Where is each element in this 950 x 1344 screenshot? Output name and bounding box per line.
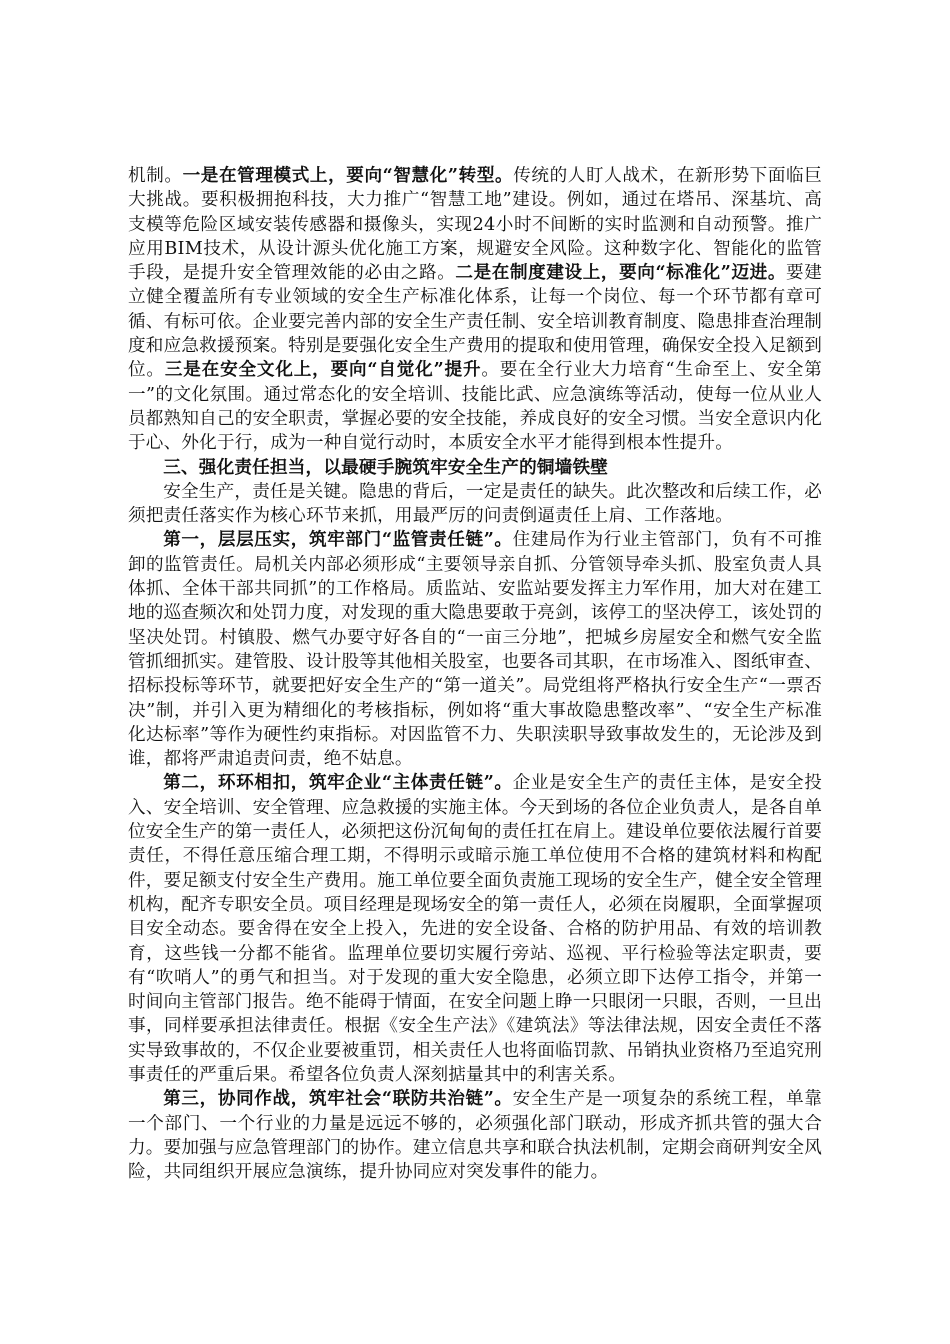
text-run: 安全生产是一项复杂的系统工程，单靠一个部门、一个行业的力量是远远不够的，必须强化部门联动，形成齐抓共管的强大合力。要加强与应急管理部门的协作。建立信息共享和联合执法机制，定期会商研判安全风险，共同组织开展应急演练，提升协同应对突发事件的能力。 [128,1089,823,1183]
paragraph-third [128,1087,822,1184]
paragraph-first [128,528,822,771]
bold-run: 第一，层层压实，筑牢部门“监管责任链”。 [163,529,513,551]
bold-run: 三是在安全文化上，要向“自觉化”提升 [164,359,482,381]
text-run: 企业是安全生产的责任主体，是安全投入、安全培训、安全管理、应急救援的实施主体。今天到场的各位企业负责人，是各自单位安全生产的第一责任人，必须把这份沉甸甸的责任扛在肩上。建设单位要依法履行首要责任，不得任意压缩合理工期，不得明示或暗示施工单位使用不合格的建筑材料和构配件，要足额支付安全生产费用。施工单位要全面负责施工现场的安全生产，健全安全管理机构，配齐专职安全员。项目经理是现场安全的第一责任人，必须在岗履职，全面掌握项目安全动态。要舍得在安全上投入，先进的安全设备、合格的防护用品、有效的培训教育，这些钱一分都不能省。监理单位要切实履行旁站、巡视、平行检验等法定职责，要有“吹哨人”的勇气和担当。对于发现的重大安全隐患，必须立即下达停工指令，并第一时间向主管部门报告。绝不能碍于情面，在安全问题上睁一只眼闭一只眼，否则，一旦出事，同样要承担法律责任。根据《安全生产法》《建筑法》等法律法规，因安全责任不落实导致事故的，不仅企业要被重罚，相关责任人也将面临罚款、吊销执业资格乃至追究刑事责任的严重后果。希望各位负责人深刻掂量其中的利害关系。 [128,773,823,1085]
section-heading: 三、强化责任担当，以最硬手腕筑牢安全生产的铜墙铁壁 [163,456,609,478]
text-run: 要建立健全覆盖所有专业领域的安全生产标准化体系，让每一个岗位、每一个环节都有章可循、有标可依。企业要完善内部的安全生产责任制、安全培训教育制度、隐患排查治理制度和应急救援预案。特别是要强化安全生产费用的提取和使用管理，确保安全投入足额到位。 [128,263,822,381]
bold-run: 一是在管理模式上，要向“智慧化”转型。 [182,165,514,186]
text-run: 机制。 [128,166,183,186]
document-page [128,164,822,1184]
text-run: 。要在全行业大力培育“生命至上、安全第一”的文化氛围。通过常态化的安全培训、技能比武、应急演练等活动，使每一位从业人员都熟知自己的安全职责，掌握必要的安全技能，养成良好的安全习惯。当安全意识内化于心、外化于行，成为一种自觉行动时，本质安全水平才能得到根本性提升。 [128,360,823,454]
bold-run: 二是在制度建设上，要向“标准化”迈进。 [455,262,787,284]
bold-run: 第三，协同作战，筑牢社会“联防共治链”。 [163,1088,513,1110]
paragraph-responsibility-intro: 安全生产，责任是关键。隐患的背后，一定是责任的缺失。此次整改和后续工作，必须把责任落实作为核心环节来抓，用最严厉的问责倒逼责任上肩、工作落地。 [128,481,822,527]
text-run: 传统的人盯人战术，在新形势下面临巨大挑战。要积极拥抱科技，大力推广“智慧工地”建设。例如，通过在塔吊、深基坑、高支模等危险区域安装传感器和摄像头，实现24小时不间断的实时监测和自动预警。推广应用BIM技术，从设计源头优化施工方案，规避安全风险。这种数字化、智能化的监管手段，是提升安全管理效能的必由之路。 [128,166,823,284]
text-run: 住建局作为行业主管部门，负有不可推卸的监管责任。局机关内部必须形成“主要领导亲自抓、分管领导牵头抓、股室负责人具体抓、全体干部共同抓”的工作格局。质监站、安监站要发挥主力军作用，加大对在建工地的巡查频次和处罚力度，对发现的重大隐患要敢于亮剑，该停工的坚决停工，该处罚的坚决处罚。村镇股、燃气办要守好各自的“一亩三分地”，把城乡房屋安全和燃气安全监管抓细抓实。建管股、设计股等其他相关股室，也要各司其职，在市场准入、图纸审查、招标投标等环节，就要把好安全生产的“第一道关”。局党组将严格执行安全生产“一票否决”制，并引入更为精细化的考核指标，例如将“重大事故隐患整改率”、“安全生产标准化达标率”等作为硬性约束指标。对因监管不力、失职渎职导致事故发生的，无论涉及到谁，都将严肃追责问责，绝不姑息。 [128,530,823,770]
paragraph-measures [128,164,822,456]
bold-run: 第二，环环相扣，筑牢企业“主体责任链”。 [163,772,513,794]
paragraph-second [128,771,822,1087]
